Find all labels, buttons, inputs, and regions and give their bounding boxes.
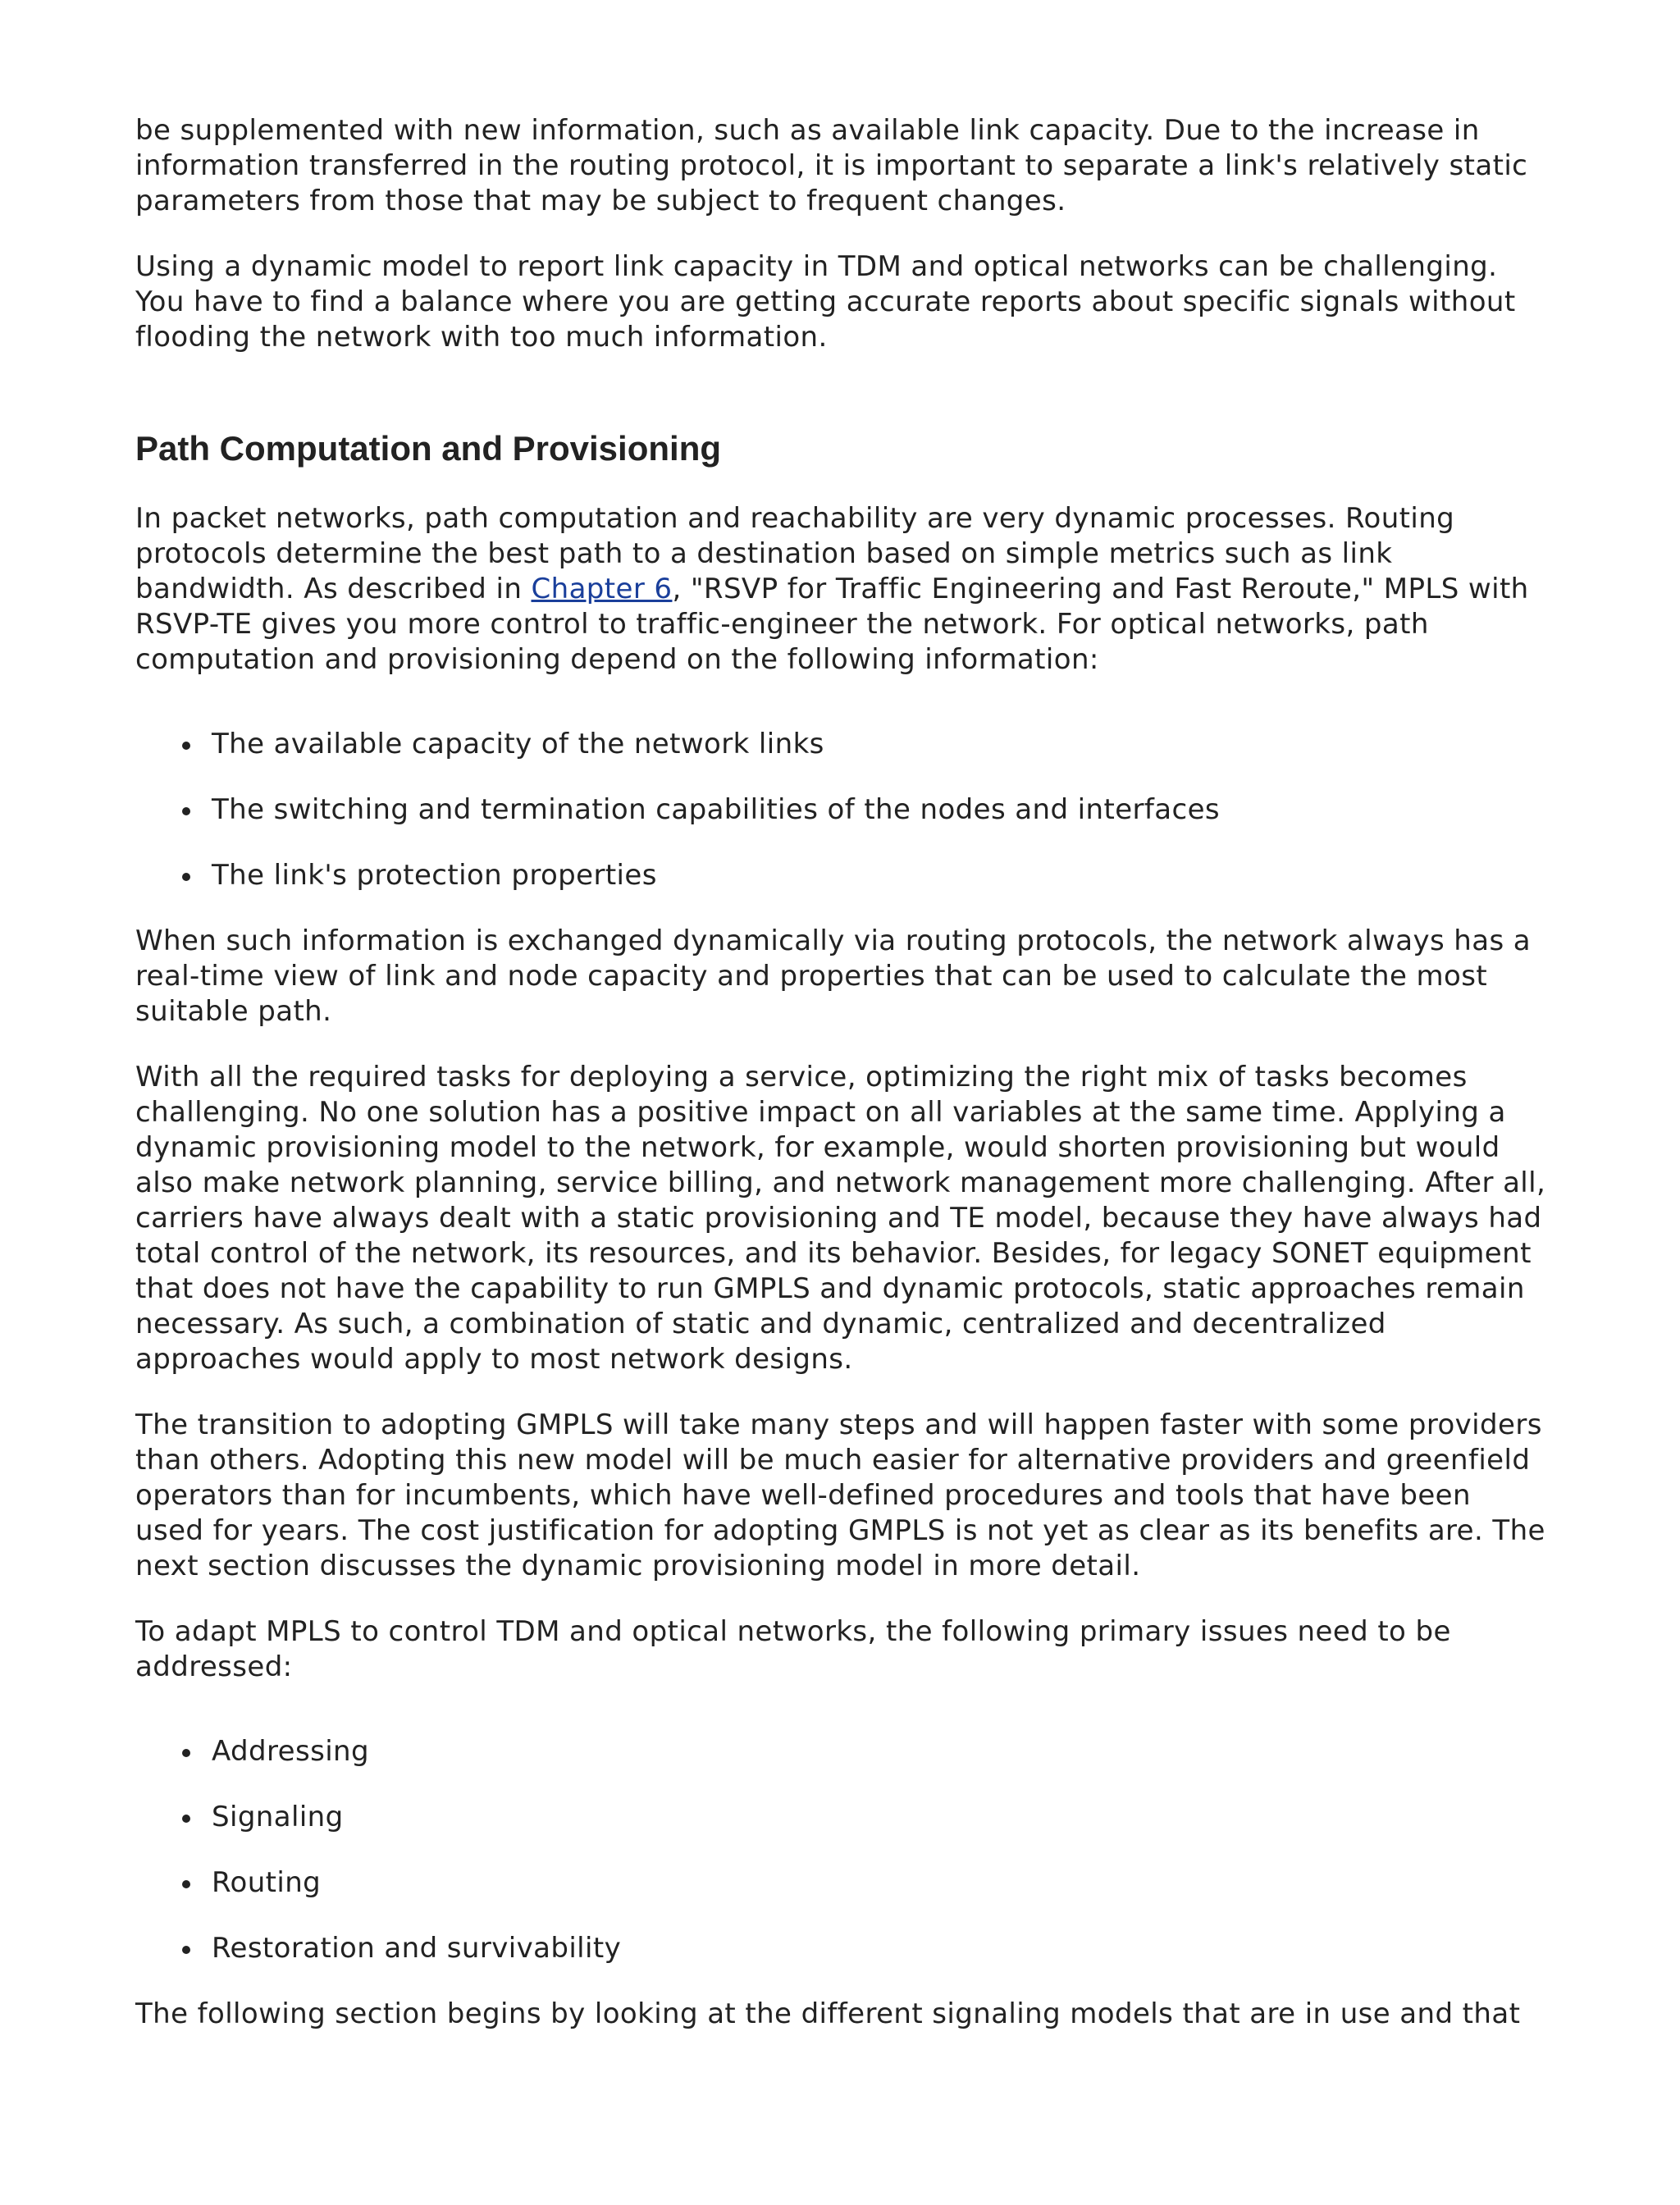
paragraph-adapt-mpls: To adapt MPLS to control TDM and optical networks, the following primary issues need to be addressed: (135, 1615, 1451, 1683)
paragraph-signaling-models: The following section begins by looking at the different signaling models that are in use and that (135, 1997, 1521, 2030)
list-item: The available capacity of the network links (135, 727, 1546, 762)
list-item: Addressing (135, 1734, 1546, 1769)
chapter-6-link[interactable]: Chapter 6 (531, 573, 673, 605)
list-item: The link's protection properties (135, 858, 1546, 893)
paragraph-dynamic-exchange: When such information is exchanged dynamically via routing protocols, the network always has a real-time view of link and node capacity and properties that can be used to calculate the most suitable path. (135, 924, 1532, 1028)
paragraph-deploying-service: With all the required tasks for deploying a service, optimizing the right mix of tasks becomes challenging. No one solution has a positive impact on all variables at the same time. Applying a dynamic provisioning model to the network, for example, would shorten provisioning but would also make network planning, service billing, and network management more challenging. After all, carriers have always dealt with a static provisioning and TE model, because they have always had total control of the network, its resources, and its behavior. Besides, for legacy SONET equipment that does not have the capability to run GMPLS and dynamic protocols, static approaches remain necessary. As such, a combination of static and dynamic, centralized and decentralized approaches would apply to most network designs. (135, 1061, 1546, 1376)
paragraph-gmpls-transition: The transition to adopting GMPLS will take many steps and will happen faster with some providers than others. Adopting this new model will be much easier for alternative providers and greenfield operators than for incumbents, which have well-defined procedures and tools that have been used for years. The cost justification for adopting GMPLS is not yet as clear as its benefits are. The next section discusses the dynamic provisioning model in more detail. (135, 1408, 1545, 1582)
paragraph-packet-networks-end: , "RSVP for Traffic Engineering and Fast Reroute," MPLS with RSVP-TE gives you more control to traffic-engineer the network. For optical networks, path computation and provisioning depend on the following information: (135, 573, 1529, 676)
paragraph-dynamic-model: Using a dynamic model to report link capacity in TDM and optical networks can be challenging. You have to find a balance where you are getting accurate reports about specific signals without flooding the network with too much information. (135, 250, 1516, 354)
list-item: Signaling (135, 1800, 1546, 1835)
list-item: The switching and termination capabilities of the nodes and interfaces (135, 792, 1546, 828)
paragraph-packet-networks-start: In packet networks, path computation and reachability are very dynamic processes. Routing protocols determine the best path to a destination based on simple metrics such as link bandwidth. As described in (135, 502, 1455, 605)
issues-list (135, 1734, 1546, 1966)
list-item: Restoration and survivability (135, 1931, 1546, 1966)
paragraph-link-capacity: be supplemented with new information, such as available link capacity. Due to the increase in information transferred in the routing protocol, it is important to separate a link's relatively static parameters from those that may be subject to frequent changes. (135, 114, 1528, 217)
list-item: Routing (135, 1865, 1546, 1901)
section-heading: Path Computation and Provisioning (135, 429, 721, 468)
document-page (135, 113, 1546, 2062)
paragraph-packet-networks (135, 501, 1546, 678)
information-list (135, 727, 1546, 893)
